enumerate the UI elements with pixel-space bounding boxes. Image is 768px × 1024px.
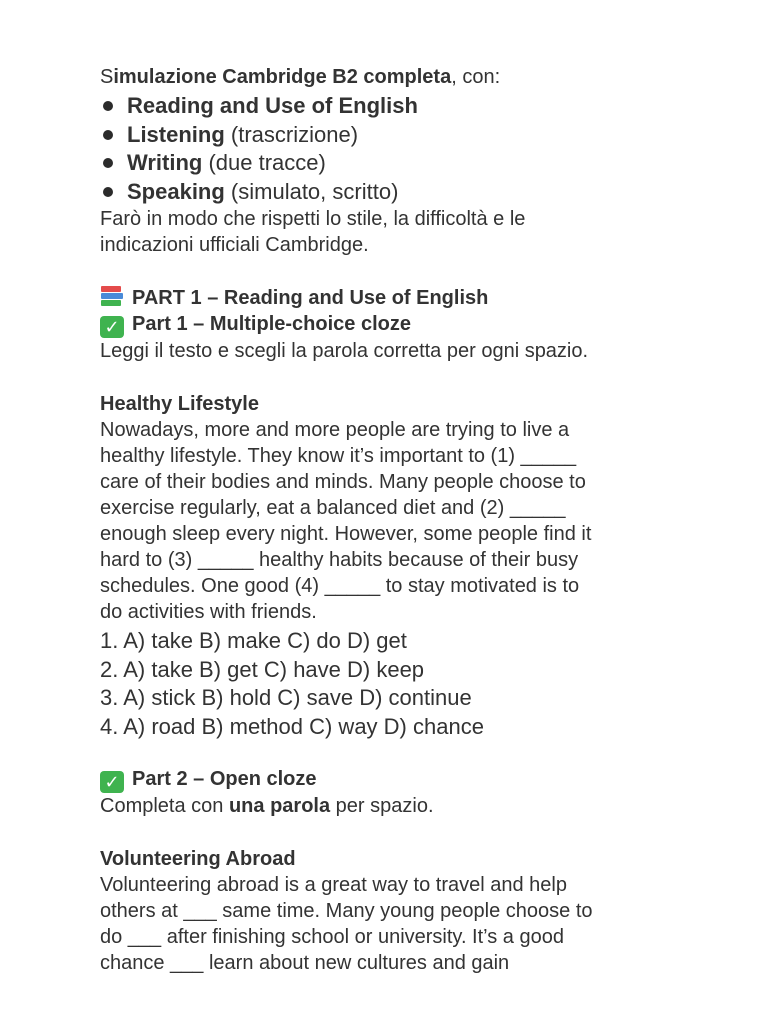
bullet-dot — [103, 187, 113, 197]
exam-sections-list — [100, 92, 700, 206]
list-item: 1. A) take B) make C) do D) get — [100, 628, 407, 653]
part2-instruction: Completa con una parola per spazio. — [100, 795, 434, 817]
part1-text-line: Nowadays, more and more people are trying to live a — [100, 419, 570, 441]
books-icon — [100, 285, 124, 307]
list-item: 2. A) take B) get C) have D) keep — [100, 656, 425, 682]
bullet-dot — [103, 101, 113, 111]
bullet-dot — [103, 158, 113, 168]
part2-text-title: Volunteering Abroad — [100, 848, 296, 870]
intro-note-line: Farò in modo che rispetti lo stile, la difficoltà e le — [100, 208, 526, 230]
part1-text-line: do activities with friends. — [100, 601, 317, 623]
part2-text-line: do ___ after finishing school or university. It’s a good — [100, 926, 564, 948]
list-item: Writing (due tracce) — [100, 149, 700, 178]
part1-instruction: Leggi il testo e scegli la parola corretta per ogni spazio. — [100, 340, 589, 362]
part1-text-line: healthy lifestyle. They know it’s important to (1) _____ — [100, 445, 577, 467]
check-mark-icon: ✓ — [100, 316, 124, 338]
intro-lead-title: imulazione Cambridge B2 completa — [113, 66, 452, 88]
intro-lead-initial: S — [100, 66, 114, 88]
list-item: 4. A) road B) method C) way D) chance — [100, 713, 484, 739]
part1-text-line: exercise regularly, eat a balanced diet and (2) _____ — [100, 497, 566, 519]
intro-lead-rest: , con: — [451, 66, 501, 88]
list-item: 3. A) stick B) hold C) save D) continue — [100, 685, 472, 710]
part2-text-line: Volunteering abroad is a great way to travel and help — [100, 874, 567, 896]
part1-text-line: hard to (3) _____ healthy habits because of their busy — [100, 549, 579, 571]
list-item: Reading and Use of English — [100, 92, 700, 121]
part1-text-line: schedules. One good (4) _____ to stay motivated is to — [100, 575, 580, 597]
intro-lead — [100, 64, 700, 90]
bullet-dot — [103, 130, 113, 140]
part1-text-line: enough sleep every night. However, some people find it — [100, 523, 592, 545]
part1-subheading: ✓ Part 1 – Multiple-choice cloze — [100, 311, 700, 338]
check-mark-icon: ✓ — [100, 771, 124, 793]
list-item: Speaking (simulato, scritto) — [100, 178, 700, 207]
list-item: Listening (trascrizione) — [100, 121, 700, 150]
intro-note-line: indicazioni ufficiali Cambridge. — [100, 234, 369, 256]
part1-heading: PART 1 – Reading and Use of English — [100, 285, 700, 311]
part1-options-list — [100, 627, 700, 741]
part2-heading: ✓ Part 2 – Open cloze — [100, 766, 700, 793]
part2-text-line: others at ___ same time. Many young people choose to — [100, 900, 593, 922]
part1-text-line: care of their bodies and minds. Many people choose to — [100, 471, 586, 493]
document-page — [100, 64, 700, 976]
part2-text-line: chance ___ learn about new cultures and gain — [100, 952, 510, 974]
part1-text-title: Healthy Lifestyle — [100, 393, 259, 415]
